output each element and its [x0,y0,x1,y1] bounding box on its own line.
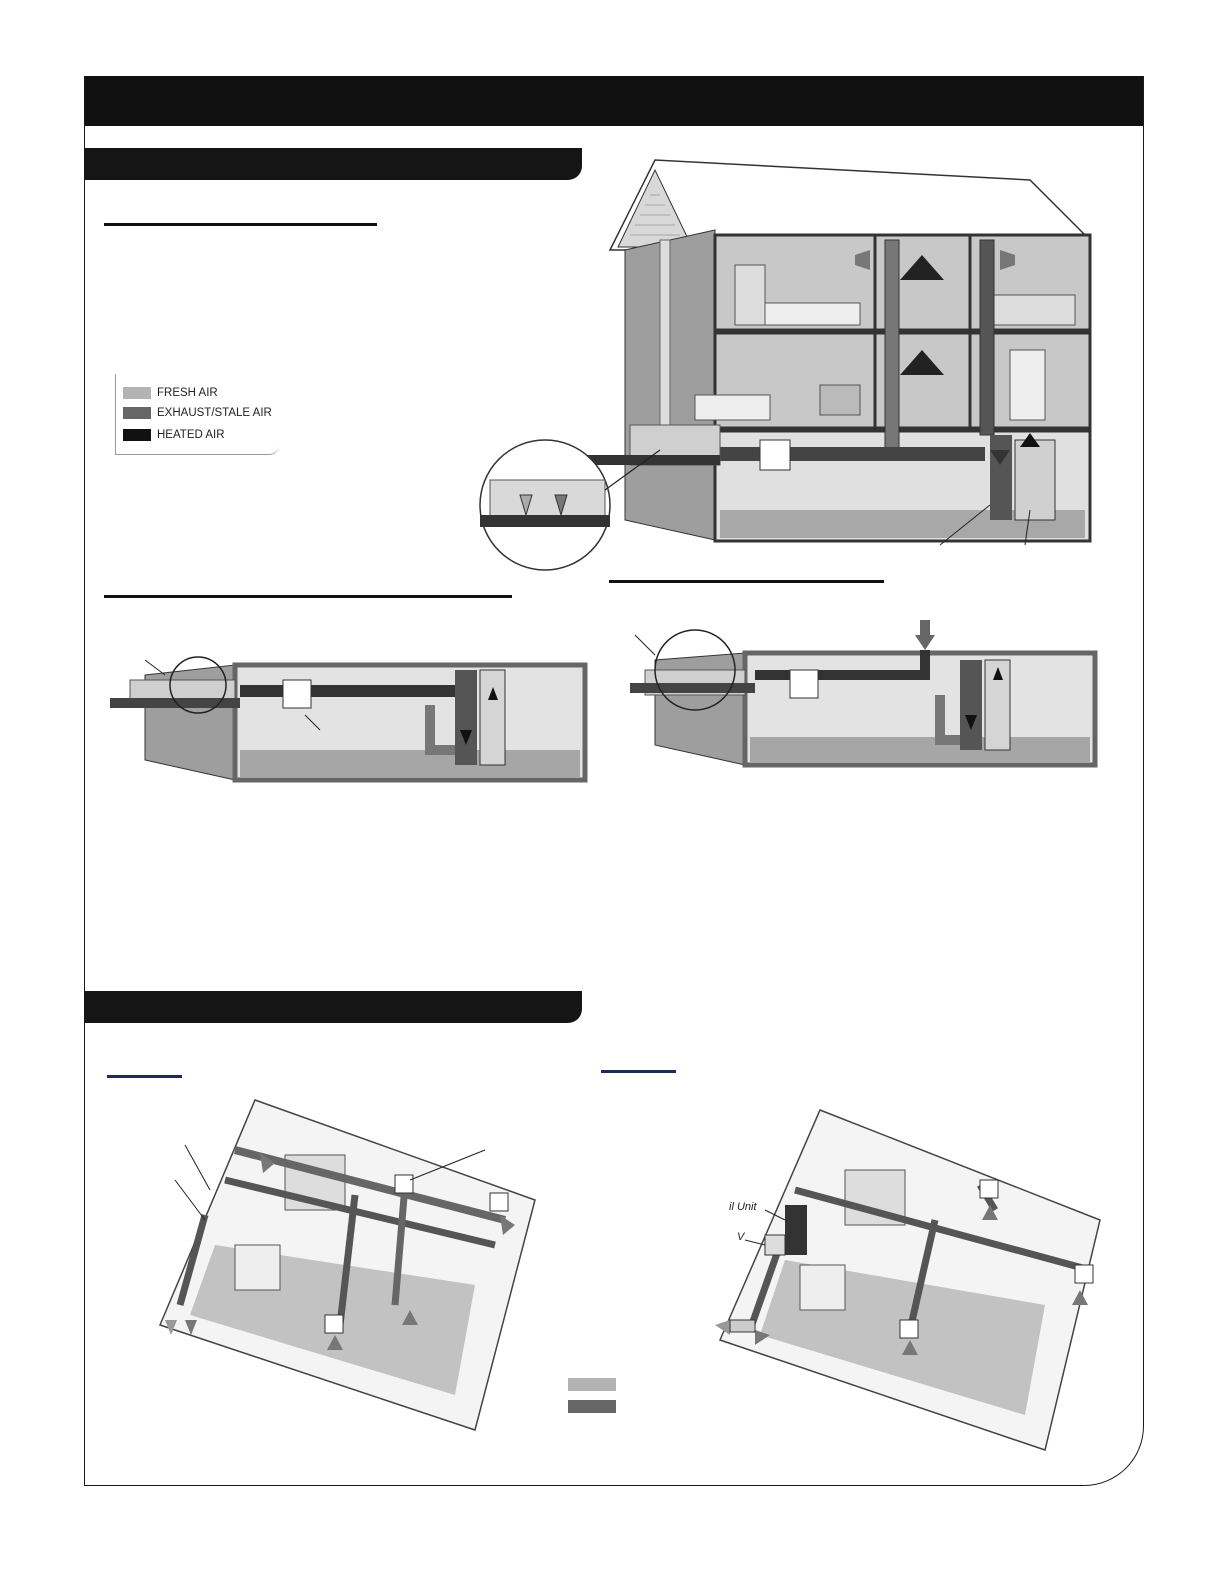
legend-label-heated: HEATED AIR [157,429,225,441]
heated-air-swatch [123,429,151,441]
air-legend [115,374,279,455]
legend-item-exhaust [123,406,272,420]
key-swatch-stale [568,1400,616,1413]
legend-label-fresh: FRESH AIR [157,387,218,399]
basement-diagram-right [630,615,1110,770]
subheading-rule-4 [107,1075,182,1078]
legend-item-heated [123,428,225,442]
section-header-bar-bottom [84,991,582,1023]
key-swatch-fresh [568,1378,616,1391]
subheading-rule-3 [609,580,884,583]
subheading-rule-1 [104,223,377,226]
legend-label-exhaust: EXHAUST/STALE AIR [157,407,272,419]
legend-item-fresh [123,386,218,400]
exhaust-air-swatch [123,407,151,419]
basement-diagram-left [110,640,590,785]
house-cutaway-illustration [470,155,1110,575]
floorplan-right [715,1105,1115,1455]
fresh-air-swatch [123,387,151,399]
subheading-rule-2 [104,595,512,598]
callout-unit-label: il Unit [729,1201,757,1213]
floorplan-left [155,1095,555,1435]
callout-v-label: V [737,1231,745,1243]
subheading-rule-5 [601,1070,676,1073]
